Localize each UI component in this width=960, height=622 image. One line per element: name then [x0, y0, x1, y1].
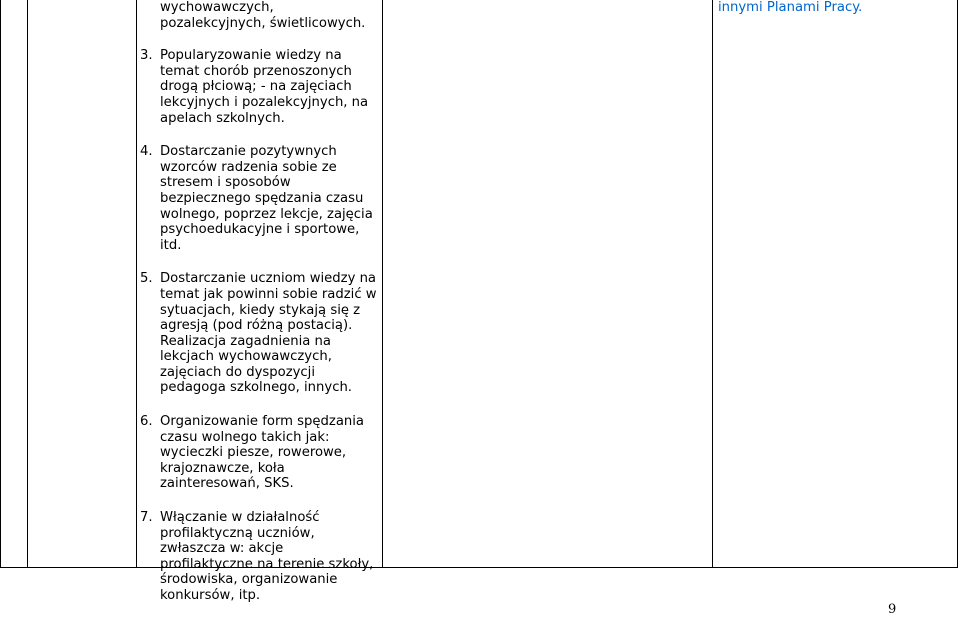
item-number: 7.: [140, 510, 153, 526]
item-text: Dostarczanie uczniom wiedzy na temat jak powinni sobie radzić w sytuacjach, kiedy stykają się z agresją (pod różną postacią). Realizacja zagadnienia na lekcjach wychowawczych, zajęciach do dyspozycji pedagoga szkolnego, innych.: [160, 271, 377, 396]
table-column-divider: [712, 0, 713, 568]
tasks-cell: [140, 0, 378, 622]
item-number: 3.: [140, 48, 153, 64]
table-column-divider: [136, 0, 137, 568]
item-text: Dostarczanie pozytywnych wzorców radzenia sobie ze stresem i sposobów bezpiecznego spędzania czasu wolnego, poprzez lekcje, zajęcia psychoedukacyjne i sportowe, itd.: [160, 144, 373, 253]
item-number: 5.: [140, 271, 153, 287]
item-number: 4.: [140, 144, 153, 160]
list-item: [140, 510, 378, 604]
table-column-divider: [382, 0, 383, 568]
continued-text: wychowawczych, pozalekcyjnych, świetlicowych.: [160, 0, 366, 31]
list-item: [140, 271, 378, 396]
page-number: 9: [888, 602, 897, 617]
item-text: Włączanie w działalność profilaktyczną uczniów, zwłaszcza w: akcje profilaktyczne na terenie szkoły, środowiska, organizowanie konkursów, itp.: [160, 510, 374, 603]
related-plans-note: innymi Planami Pracy.: [718, 0, 863, 15]
table-column-divider: [27, 0, 28, 568]
table-border-right: [957, 0, 958, 568]
list-item: [140, 144, 378, 253]
table-border-left: [0, 0, 1, 568]
item-number: 6.: [140, 414, 153, 430]
item-text: Popularyzowanie wiedzy na temat chorób przenoszonych drogą płciową; - na zajęciach lekcyjnych i pozalekcyjnych, na apelach szkolnych.: [160, 48, 369, 126]
item-text: Organizowanie form spędzania czasu wolnego takich jak: wycieczki piesze, rowerowe, krajoznawcze, koła zainteresowań, SKS.: [160, 414, 365, 492]
list-item: [140, 48, 378, 126]
list-item: [140, 414, 378, 492]
